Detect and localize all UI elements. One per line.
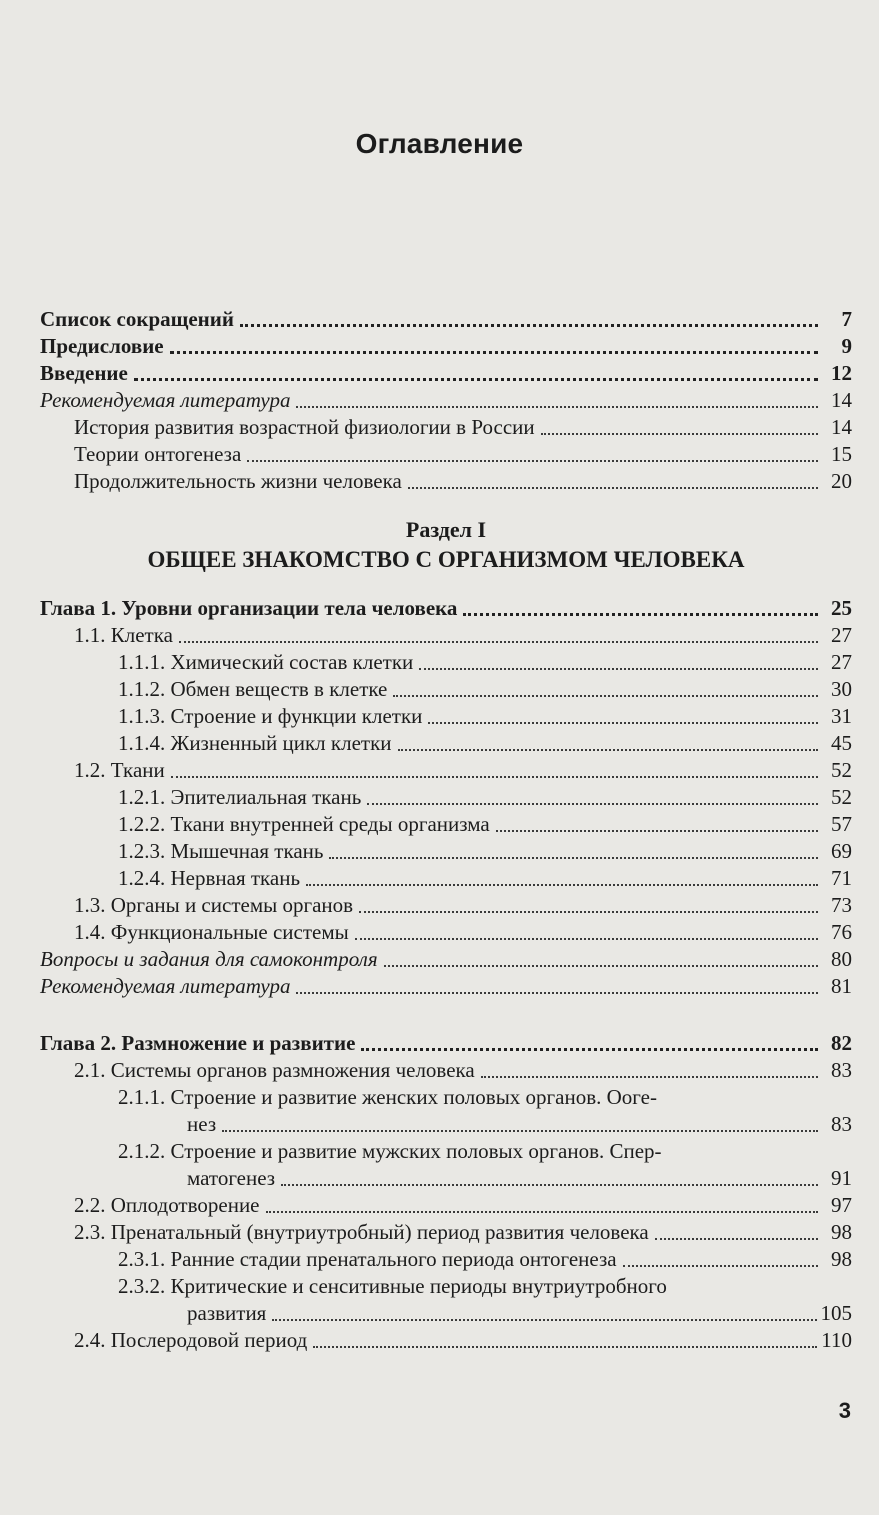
toc-page: 52 bbox=[831, 758, 852, 782]
dot-leader bbox=[428, 722, 818, 724]
dot-leader bbox=[463, 613, 818, 616]
toc-row-continuation bbox=[40, 1300, 852, 1327]
toc-title: 2.3.2. Критические и сенситивные периоды внутриутробного bbox=[118, 1274, 667, 1298]
toc-row bbox=[40, 1273, 852, 1300]
dot-leader bbox=[240, 324, 818, 327]
dot-leader bbox=[296, 406, 818, 408]
toc-page: 80 bbox=[831, 947, 852, 971]
toc-page: 91 bbox=[831, 1166, 852, 1190]
toc-page: 27 bbox=[831, 623, 852, 647]
toc-title-continuation: матогенез bbox=[187, 1166, 276, 1190]
toc-row bbox=[40, 622, 852, 649]
toc-row bbox=[40, 703, 852, 730]
toc-row bbox=[40, 468, 852, 495]
toc-row bbox=[40, 973, 852, 1000]
toc-title-continuation: развития bbox=[187, 1301, 267, 1325]
toc-page: 15 bbox=[831, 442, 852, 466]
toc-title: История развития возрастной физиологии в России bbox=[74, 415, 535, 439]
dot-leader bbox=[361, 1048, 818, 1051]
dot-leader bbox=[134, 378, 818, 381]
toc-page: 97 bbox=[831, 1193, 852, 1217]
toc-page: 81 bbox=[831, 974, 852, 998]
section-title: ОБЩЕЕ ЗНАКОМСТВО С ОРГАНИЗМОМ ЧЕЛОВЕКА bbox=[147, 547, 745, 572]
toc-title: Рекомендуемая литература bbox=[40, 388, 291, 412]
toc-title: Глава 1. Уровни организации тела человека bbox=[40, 596, 458, 620]
toc-title: Глава 2. Размножение и развитие bbox=[40, 1031, 356, 1055]
toc-page: 52 bbox=[831, 785, 852, 809]
toc-row bbox=[40, 1057, 852, 1084]
dot-leader bbox=[247, 460, 818, 462]
toc-row bbox=[40, 757, 852, 784]
dot-leader bbox=[296, 992, 818, 994]
toc-row bbox=[40, 333, 852, 360]
toc-title: 1.2.4. Нервная ткань bbox=[118, 866, 301, 890]
toc-row bbox=[40, 892, 852, 919]
toc-row bbox=[40, 838, 852, 865]
dot-leader bbox=[222, 1130, 818, 1132]
toc-row bbox=[40, 919, 852, 946]
toc-title: 1.1.1. Химический состав клетки bbox=[118, 650, 414, 674]
dot-leader bbox=[419, 668, 818, 670]
toc-title: 2.4. Послеродовой период bbox=[74, 1328, 308, 1352]
toc-row bbox=[40, 865, 852, 892]
toc-page: 9 bbox=[841, 334, 852, 358]
page-number: 3 bbox=[838, 1398, 851, 1423]
toc-row bbox=[40, 784, 852, 811]
toc-page: 76 bbox=[831, 920, 852, 944]
toc-title: 2.3. Пренатальный (внутриутробный) период развития человека bbox=[74, 1220, 649, 1244]
toc-title: Теории онтогенеза bbox=[74, 442, 242, 466]
toc-title: 2.3.1. Ранние стадии пренатального периода онтогенеза bbox=[118, 1247, 617, 1271]
dot-leader bbox=[623, 1265, 818, 1267]
toc-row bbox=[40, 1219, 852, 1246]
toc-row-continuation bbox=[40, 1165, 852, 1192]
section-heading bbox=[40, 515, 852, 575]
section-label: Раздел I bbox=[405, 517, 487, 542]
toc-row bbox=[40, 360, 852, 387]
page-title: Оглавление bbox=[355, 128, 524, 159]
toc-row bbox=[40, 1246, 852, 1273]
toc-page: 105 bbox=[820, 1301, 852, 1325]
toc-page: 25 bbox=[831, 596, 852, 620]
toc-page: 83 bbox=[831, 1058, 852, 1082]
toc-title: Рекомендуемая литература bbox=[40, 974, 291, 998]
toc-page: 73 bbox=[831, 893, 852, 917]
toc-row bbox=[40, 441, 852, 468]
toc-row bbox=[40, 1084, 852, 1111]
toc-row bbox=[40, 387, 852, 414]
toc-row bbox=[40, 306, 852, 333]
dot-leader bbox=[179, 641, 818, 643]
toc-page: 12 bbox=[831, 361, 852, 385]
toc-title: 1.1.2. Обмен веществ в клетке bbox=[118, 677, 388, 701]
toc-row bbox=[40, 414, 852, 441]
toc-row bbox=[40, 1327, 852, 1354]
toc-title: Продолжительность жизни человека bbox=[74, 469, 402, 493]
toc-page: 98 bbox=[831, 1220, 852, 1244]
toc-title-continuation: нез bbox=[187, 1112, 217, 1136]
dot-leader bbox=[355, 938, 818, 940]
dot-leader bbox=[496, 830, 818, 832]
toc-title: Введение bbox=[40, 361, 128, 385]
toc-title: 1.1.4. Жизненный цикл клетки bbox=[118, 731, 392, 755]
toc-row bbox=[40, 649, 852, 676]
toc-page: 45 bbox=[831, 731, 852, 755]
toc-page: 110 bbox=[821, 1328, 852, 1352]
toc-page: 82 bbox=[831, 1031, 852, 1055]
toc-row bbox=[40, 1192, 852, 1219]
dot-leader bbox=[171, 776, 818, 778]
toc-title: 1.2. Ткани bbox=[74, 758, 165, 782]
toc-page: 20 bbox=[831, 469, 852, 493]
toc-row bbox=[40, 730, 852, 757]
toc-page: 57 bbox=[831, 812, 852, 836]
toc-title: 1.2.3. Мышечная ткань bbox=[118, 839, 324, 863]
toc-page: 71 bbox=[831, 866, 852, 890]
toc-title: 1.3. Органы и системы органов bbox=[74, 893, 354, 917]
dot-leader bbox=[359, 911, 818, 913]
toc-row bbox=[40, 1138, 852, 1165]
toc-page: 31 bbox=[831, 704, 852, 728]
table-of-contents bbox=[40, 306, 852, 1354]
dot-leader bbox=[266, 1211, 818, 1213]
dot-leader bbox=[541, 433, 818, 435]
toc-title: 2.1.1. Строение и развитие женских половых органов. Ooге- bbox=[118, 1085, 657, 1109]
dot-leader bbox=[329, 857, 818, 859]
toc-row bbox=[40, 676, 852, 703]
dot-leader bbox=[281, 1184, 818, 1186]
dot-leader bbox=[398, 749, 818, 751]
dot-leader bbox=[655, 1238, 818, 1240]
toc-title: Список сокращений bbox=[40, 307, 234, 331]
toc-page: 14 bbox=[831, 388, 852, 412]
toc-page: 69 bbox=[831, 839, 852, 863]
toc-title: 2.2. Оплодотворение bbox=[74, 1193, 260, 1217]
dot-leader bbox=[170, 351, 818, 354]
toc-title: 2.1. Системы органов размножения человека bbox=[74, 1058, 475, 1082]
toc-page: 14 bbox=[831, 415, 852, 439]
toc-row bbox=[40, 595, 852, 622]
dot-leader bbox=[306, 884, 818, 886]
dot-leader bbox=[481, 1076, 818, 1078]
toc-page: 98 bbox=[831, 1247, 852, 1271]
toc-title: Вопросы и задания для самоконтроля bbox=[40, 947, 378, 971]
dot-leader bbox=[313, 1346, 817, 1348]
toc-row bbox=[40, 1030, 852, 1057]
toc-page: 7 bbox=[841, 307, 852, 331]
toc-page: 30 bbox=[831, 677, 852, 701]
toc-title: 1.4. Функциональные системы bbox=[74, 920, 349, 944]
toc-row bbox=[40, 946, 852, 973]
toc-title: Предисловие bbox=[40, 334, 164, 358]
toc-page: 27 bbox=[831, 650, 852, 674]
toc-title: 1.2.1. Эпителиальная ткань bbox=[118, 785, 362, 809]
toc-row-continuation bbox=[40, 1111, 852, 1138]
dot-leader bbox=[408, 487, 818, 489]
dot-leader bbox=[393, 695, 818, 697]
toc-row bbox=[40, 811, 852, 838]
dot-leader bbox=[272, 1319, 816, 1321]
toc-title: 1.1.3. Строение и функции клетки bbox=[118, 704, 423, 728]
toc-title: 2.1.2. Строение и развитие мужских половых органов. Спер- bbox=[118, 1139, 662, 1163]
dot-leader bbox=[384, 965, 818, 967]
toc-page: 83 bbox=[831, 1112, 852, 1136]
toc-title: 1.1. Клетка bbox=[74, 623, 173, 647]
toc-title: 1.2.2. Ткани внутренней среды организма bbox=[118, 812, 490, 836]
dot-leader bbox=[367, 803, 818, 805]
